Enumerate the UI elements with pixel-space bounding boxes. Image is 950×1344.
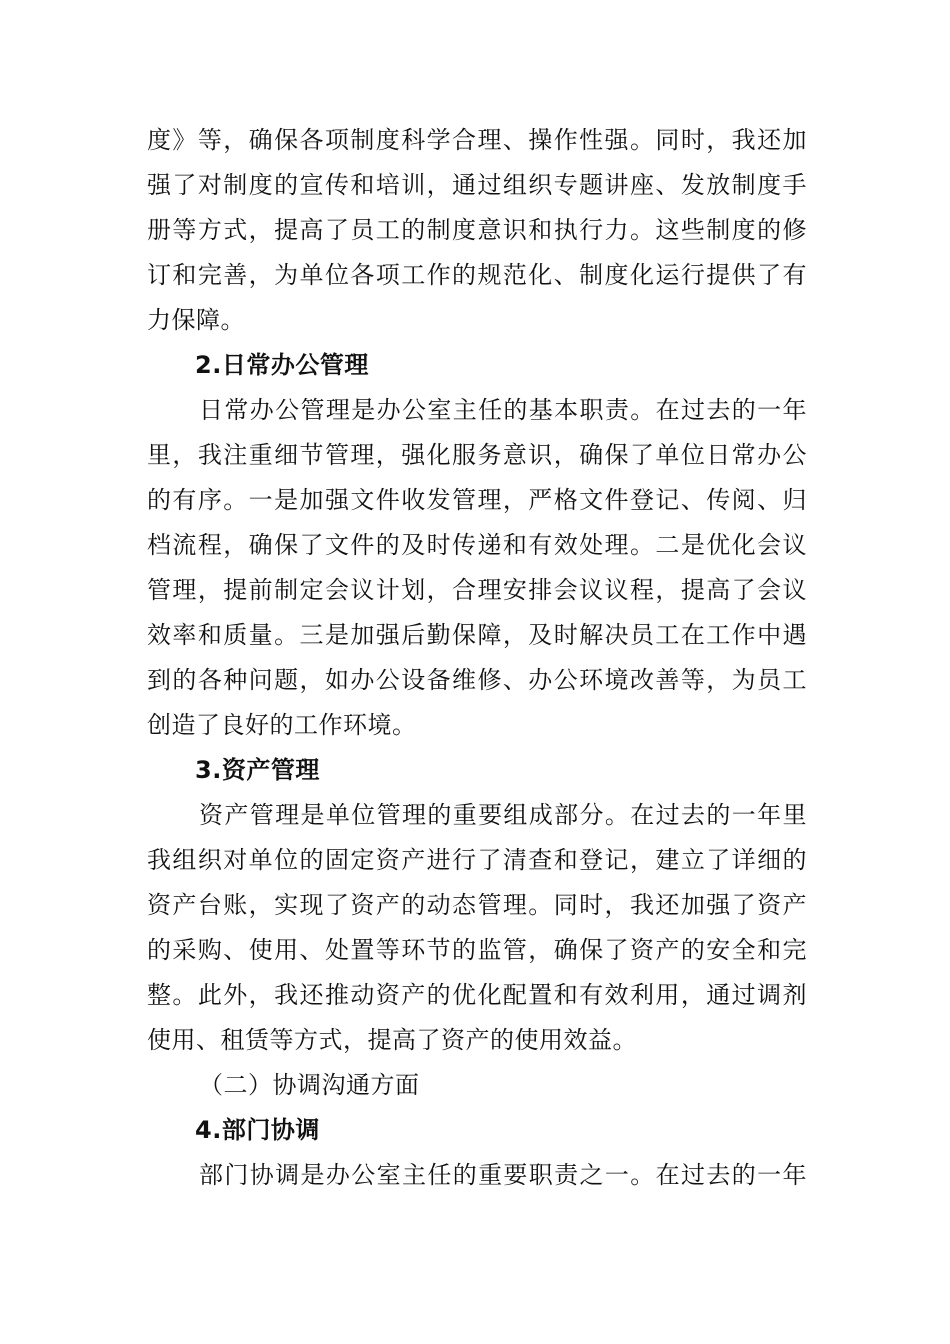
part-heading-coordination: （二）协调沟通方面 — [199, 1071, 420, 1099]
paragraph-line: 的有序。一是加强文件收发管理，严格文件登记、传阅、归 — [147, 486, 807, 514]
paragraph-line: 日常办公管理是办公室主任的基本职责。在过去的一年 — [199, 396, 807, 424]
paragraph-line: 度》等，确保各项制度科学合理、操作性强。同时，我还加 — [147, 126, 807, 154]
paragraph-line: 管理，提前制定会议计划，合理安排会议议程，提高了会议 — [147, 576, 807, 604]
document-body — [147, 118, 807, 1198]
paragraph-line: 强了对制度的宣传和培训，通过组织专题讲座、发放制度手 — [147, 171, 807, 199]
paragraph-line: 我组织对单位的固定资产进行了清查和登记，建立了详细的 — [147, 846, 807, 874]
paragraph-line: 的采购、使用、处置等环节的监管，确保了资产的安全和完 — [147, 936, 807, 964]
paragraph-line: 使用、租赁等方式，提高了资产的使用效益。 — [147, 1026, 637, 1054]
paragraph-line: 到的各种问题，如办公设备维修、办公环境改善等，为员工 — [147, 666, 807, 694]
paragraph-line: 档流程，确保了文件的及时传递和有效处理。二是优化会议 — [147, 531, 807, 559]
paragraph-line: 订和完善，为单位各项工作的规范化、制度化运行提供了有 — [147, 261, 807, 289]
paragraph-line: 力保障。 — [147, 306, 245, 334]
paragraph-line: 资产管理是单位管理的重要组成部分。在过去的一年里 — [199, 801, 807, 829]
section-heading-asset-management: 3.资产管理 — [195, 756, 320, 784]
section-heading-daily-office: 2.日常办公管理 — [195, 351, 369, 379]
paragraph-line: 里，我注重细节管理，强化服务意识，确保了单位日常办公 — [147, 441, 807, 469]
paragraph-line: 效率和质量。三是加强后勤保障，及时解决员工在工作中遇 — [147, 621, 807, 649]
section-heading-department-coordination: 4.部门协调 — [195, 1116, 320, 1144]
paragraph-line: 部门协调是办公室主任的重要职责之一。在过去的一年 — [199, 1161, 807, 1189]
paragraph-line: 册等方式，提高了员工的制度意识和执行力。这些制度的修 — [147, 216, 807, 244]
paragraph-line: 资产台账，实现了资产的动态管理。同时，我还加强了资产 — [147, 891, 807, 919]
paragraph-line: 创造了良好的工作环境。 — [147, 711, 417, 739]
paragraph-line: 整。此外，我还推动资产的优化配置和有效利用，通过调剂 — [147, 981, 807, 1009]
